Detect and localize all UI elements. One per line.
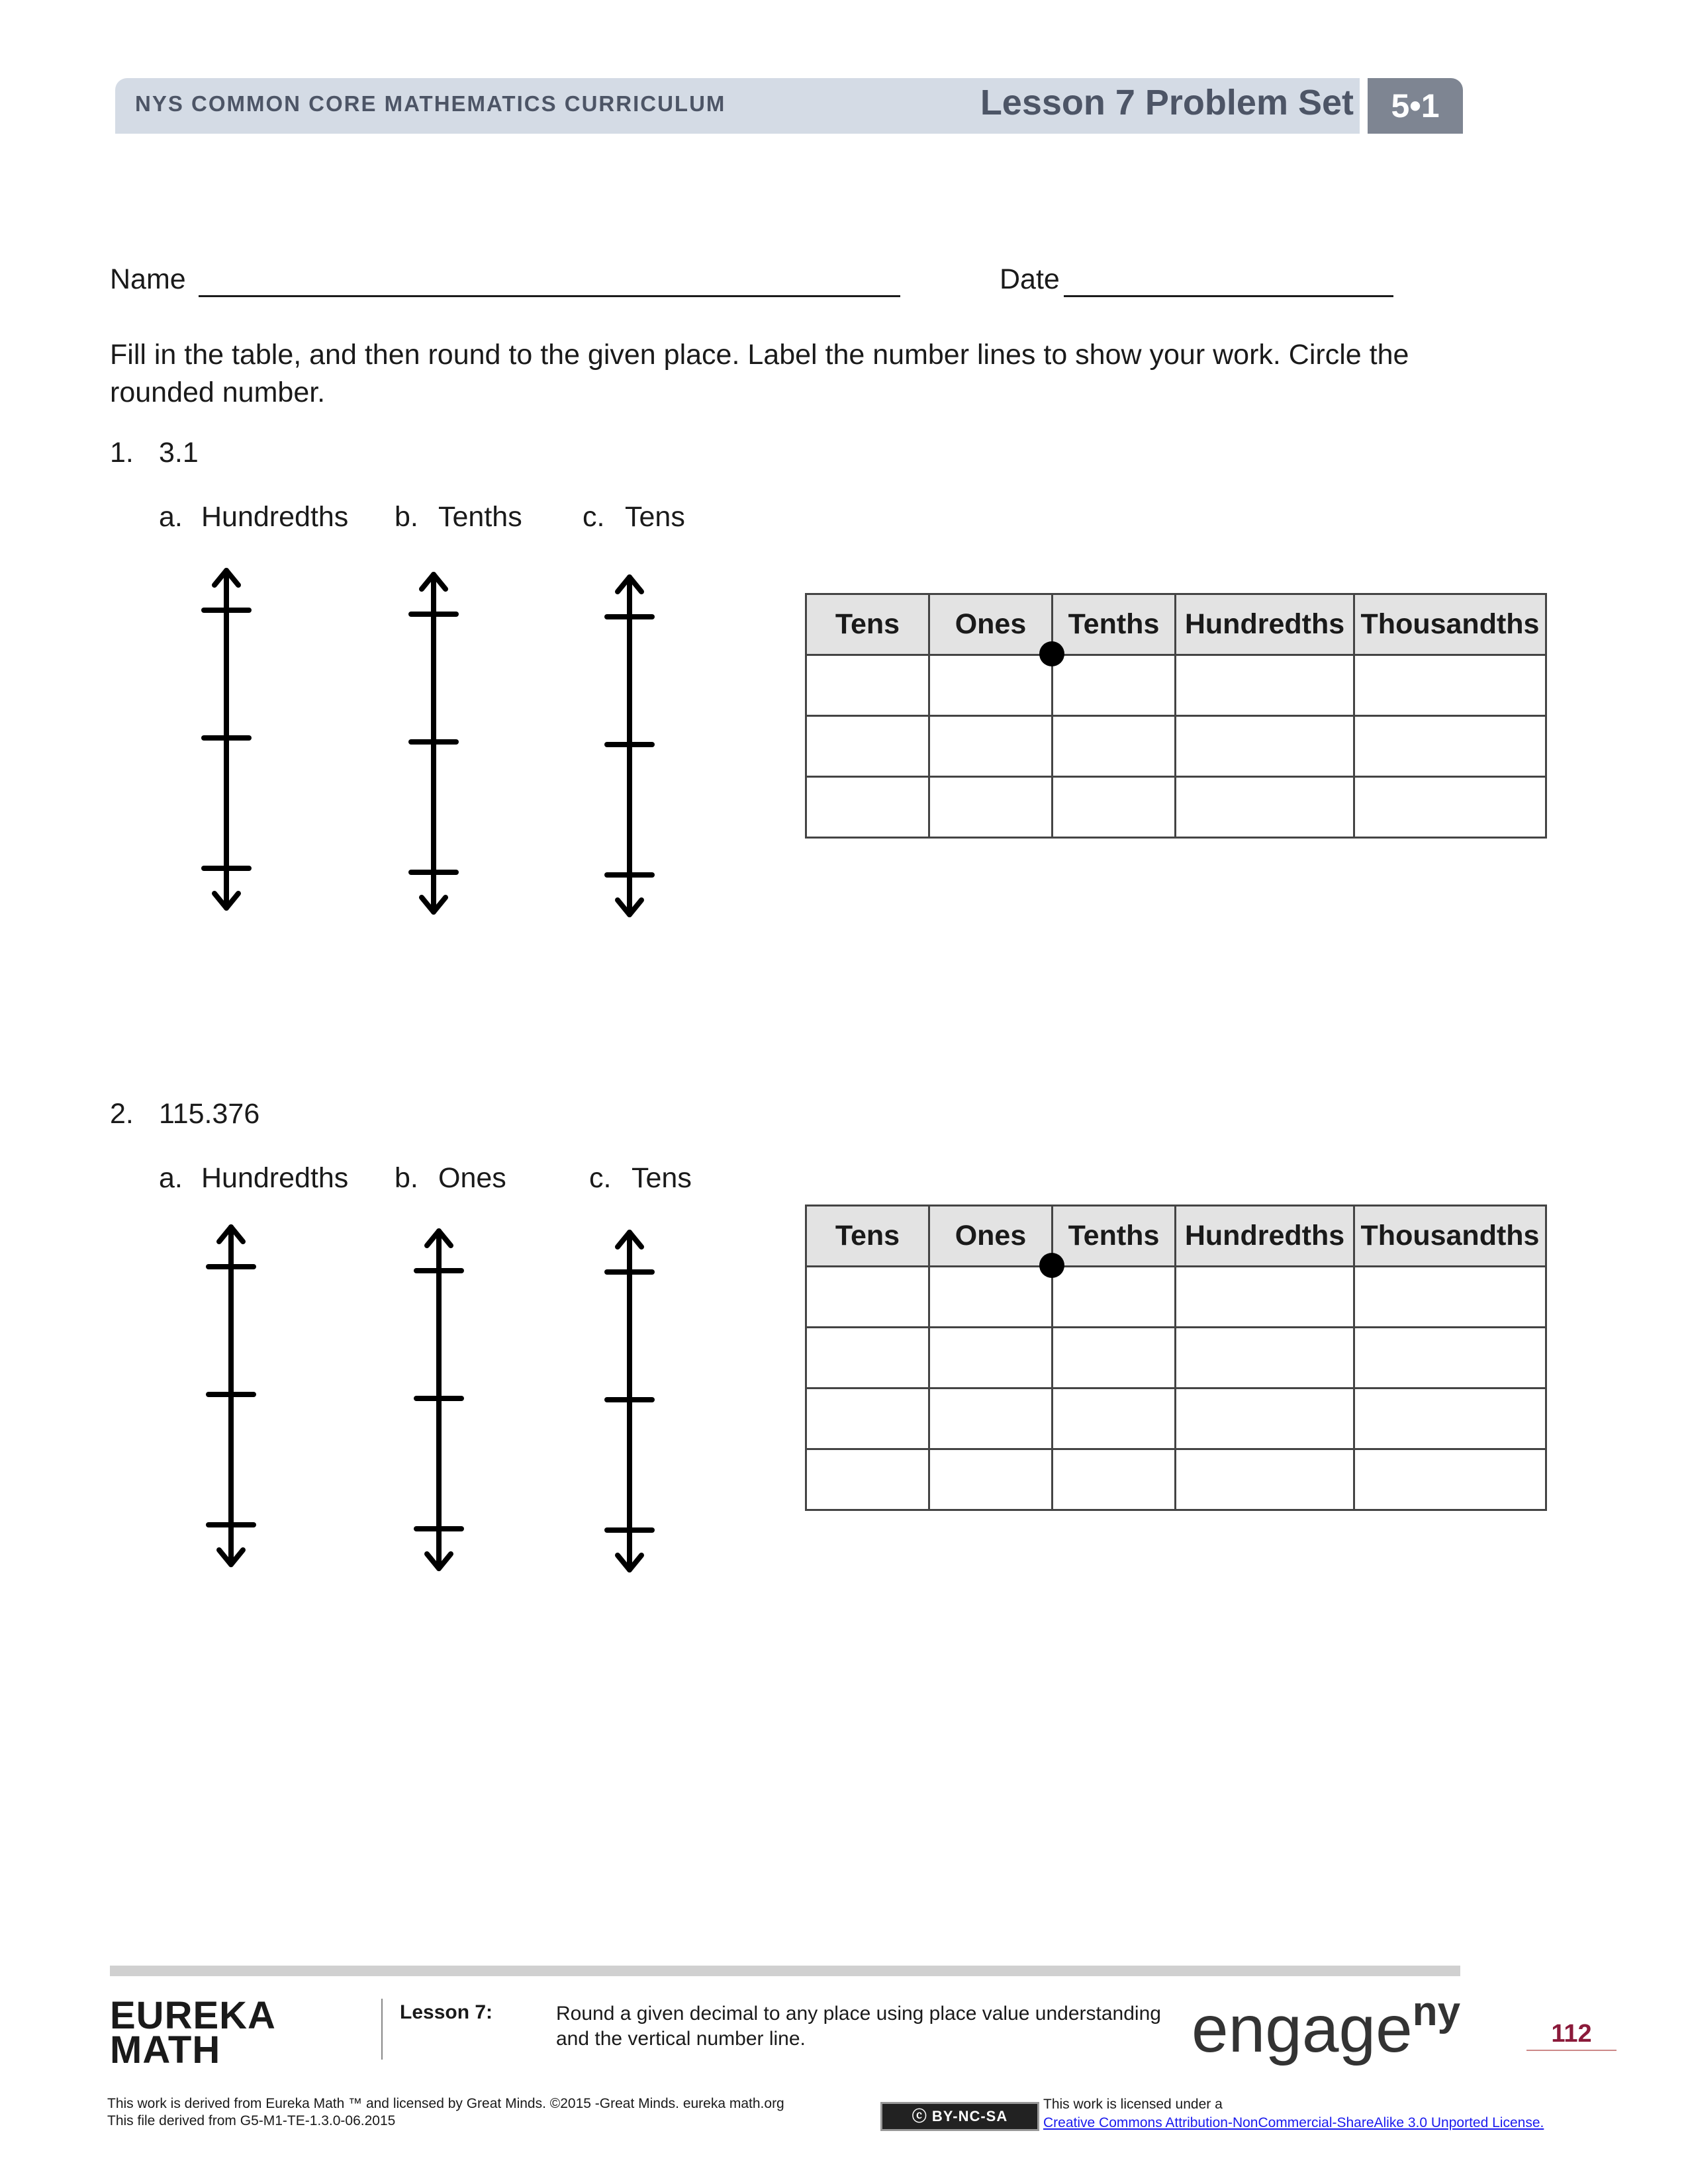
table-cell[interactable] — [1053, 1449, 1176, 1510]
table-cell[interactable] — [929, 1388, 1053, 1449]
decimal-point-dot — [1039, 1253, 1064, 1278]
name-field[interactable] — [199, 295, 900, 297]
problem-1-part-a-place: Hundredths — [201, 501, 349, 533]
header-hundredths: Hundredths — [1176, 594, 1354, 655]
table-row — [806, 1328, 1546, 1388]
problem-1-part-b-place: Tenths — [438, 501, 522, 533]
grade-module-badge: 5•1 — [1368, 78, 1463, 134]
credit-text — [107, 2095, 902, 2130]
table-cell[interactable] — [1053, 1267, 1176, 1328]
table-row — [806, 1388, 1546, 1449]
table-body — [806, 655, 1546, 838]
footer-lesson-description — [556, 2001, 1218, 2052]
footer-rule — [110, 1966, 798, 1976]
problem-1-part-c-place: Tens — [625, 501, 685, 533]
table-cell[interactable] — [806, 1267, 929, 1328]
table-row — [806, 716, 1546, 777]
table-cell[interactable] — [1354, 1388, 1546, 1449]
header-hundredths: Hundredths — [1176, 1206, 1354, 1267]
table-cell[interactable] — [1354, 1328, 1546, 1388]
place-value-table-1 — [805, 593, 1547, 839]
table-cell[interactable] — [1053, 1388, 1176, 1449]
table-cell[interactable] — [1354, 777, 1546, 838]
date-label: Date — [1000, 263, 1060, 295]
number-line-2b[interactable] — [404, 1223, 477, 1580]
table-cell[interactable] — [929, 1449, 1053, 1510]
table-cell[interactable] — [1176, 1388, 1354, 1449]
table-cell[interactable] — [806, 655, 929, 716]
table-cell[interactable] — [806, 1388, 929, 1449]
header-ones: Ones — [929, 1206, 1053, 1267]
table-cell[interactable] — [1354, 716, 1546, 777]
table-cell[interactable] — [1354, 1267, 1546, 1328]
header-tens: Tens — [806, 594, 929, 655]
footer-lesson-label: Lesson 7: — [400, 2001, 493, 2023]
lesson-title: Lesson 7 Problem Set — [980, 83, 1354, 122]
license-link[interactable]: Creative Commons Attribution-NonCommercial-ShareAlike 3.0 Unported License. — [1043, 2115, 1544, 2130]
instructions: Fill in the table, and then round to the given place. Label the number lines to show your work. Circle the rounded number. — [110, 339, 1409, 408]
table-cell[interactable] — [929, 655, 1053, 716]
table-cell[interactable] — [1176, 655, 1354, 716]
table-cell[interactable] — [929, 716, 1053, 777]
problem-2-part-c-place: Tens — [632, 1162, 692, 1194]
table-row — [806, 1267, 1546, 1328]
table-cell[interactable] — [806, 1449, 929, 1510]
table-cell[interactable] — [1053, 655, 1176, 716]
table-cell[interactable] — [1176, 716, 1354, 777]
cc-icon: ⓒ — [912, 2108, 932, 2124]
problem-2-part-c-letter: c. — [589, 1162, 612, 1194]
number-line-1b[interactable] — [399, 567, 472, 924]
problem-2-number: 2. — [110, 1098, 134, 1130]
table-cell[interactable] — [1176, 777, 1354, 838]
table-row — [806, 777, 1546, 838]
table-cell[interactable] — [1176, 1328, 1354, 1388]
page-number: 112 — [1526, 2020, 1617, 2051]
problem-1-value: 3.1 — [159, 437, 199, 469]
table-cell[interactable] — [1176, 1449, 1354, 1510]
decimal-point-dot — [1039, 641, 1064, 666]
credit-line-1: This work is derived from Eureka Math ™ and licensed by Great Minds. ©2015 -Great Minds. eureka math.org — [107, 2096, 784, 2111]
problem-2-value: 115.376 — [159, 1098, 260, 1130]
engage-text: engage — [1192, 1992, 1413, 2066]
header-tenths: Tenths — [1053, 1206, 1176, 1267]
date-field[interactable] — [1064, 295, 1393, 297]
license-line-1: This work is licensed under a — [1043, 2097, 1223, 2112]
table-row — [806, 1449, 1546, 1510]
footer-rule-right — [798, 1966, 1460, 1976]
engageny-logo — [1192, 1988, 1460, 2068]
table-cell[interactable] — [1053, 777, 1176, 838]
problem-2-part-b-place: Ones — [438, 1162, 506, 1194]
cc-badge-label: BY-NC-SA — [931, 2108, 1008, 2124]
header-thousandths: Thousandths — [1354, 594, 1546, 655]
table-cell[interactable] — [806, 1328, 929, 1388]
table-cell[interactable] — [1354, 655, 1546, 716]
eureka-math-logo — [110, 1994, 276, 2071]
table-cell[interactable] — [929, 1267, 1053, 1328]
table-row — [806, 655, 1546, 716]
number-line-1c[interactable] — [595, 569, 668, 927]
ny-text: ny — [1412, 1989, 1461, 2034]
problem-1-part-c-letter: c. — [583, 501, 605, 533]
header-ones: Ones — [929, 594, 1053, 655]
problem-1-number: 1. — [110, 437, 134, 469]
table-cell[interactable] — [929, 1328, 1053, 1388]
problem-1-part-b-letter: b. — [395, 501, 418, 533]
table-cell[interactable] — [929, 777, 1053, 838]
problem-2-part-a-letter: a. — [159, 1162, 183, 1194]
problem-1-part-a-letter: a. — [159, 501, 183, 533]
table-body — [806, 1267, 1546, 1510]
problem-2-part-b-letter: b. — [395, 1162, 418, 1194]
license-text — [1043, 2095, 1544, 2132]
lesson-desc-line-2: and the vertical number line. — [556, 2028, 806, 2050]
number-line-2c[interactable] — [595, 1224, 668, 1582]
place-value-table-2 — [805, 1205, 1547, 1511]
header-tenths: Tenths — [1053, 594, 1176, 655]
header-thousandths: Thousandths — [1354, 1206, 1546, 1267]
lesson-desc-line-1: Round a given decimal to any place using place value understanding — [556, 2003, 1161, 2025]
header-tens: Tens — [806, 1206, 929, 1267]
table-cell[interactable] — [1053, 716, 1176, 777]
table-cell[interactable] — [806, 777, 929, 838]
name-label: Name — [110, 263, 186, 295]
table-cell[interactable] — [1053, 1328, 1176, 1388]
table-cell[interactable] — [1354, 1449, 1546, 1510]
cc-license-badge — [880, 2102, 1039, 2131]
table-cell[interactable] — [806, 716, 929, 777]
credit-line-2: This file derived from G5-M1-TE-1.3.0-06.2015 — [107, 2113, 396, 2128]
curriculum-title: NYS COMMON CORE MATHEMATICS CURRICULUM — [135, 91, 726, 116]
number-line-1a[interactable] — [192, 563, 265, 920]
brand-line-2: MATH — [110, 2028, 221, 2071]
problem-2-part-a-place: Hundredths — [201, 1162, 349, 1194]
number-line-2a[interactable] — [197, 1219, 269, 1576]
table-cell[interactable] — [1176, 1267, 1354, 1328]
footer-divider — [381, 1999, 383, 2060]
brand-line-1: EUREKA — [110, 1994, 276, 2037]
